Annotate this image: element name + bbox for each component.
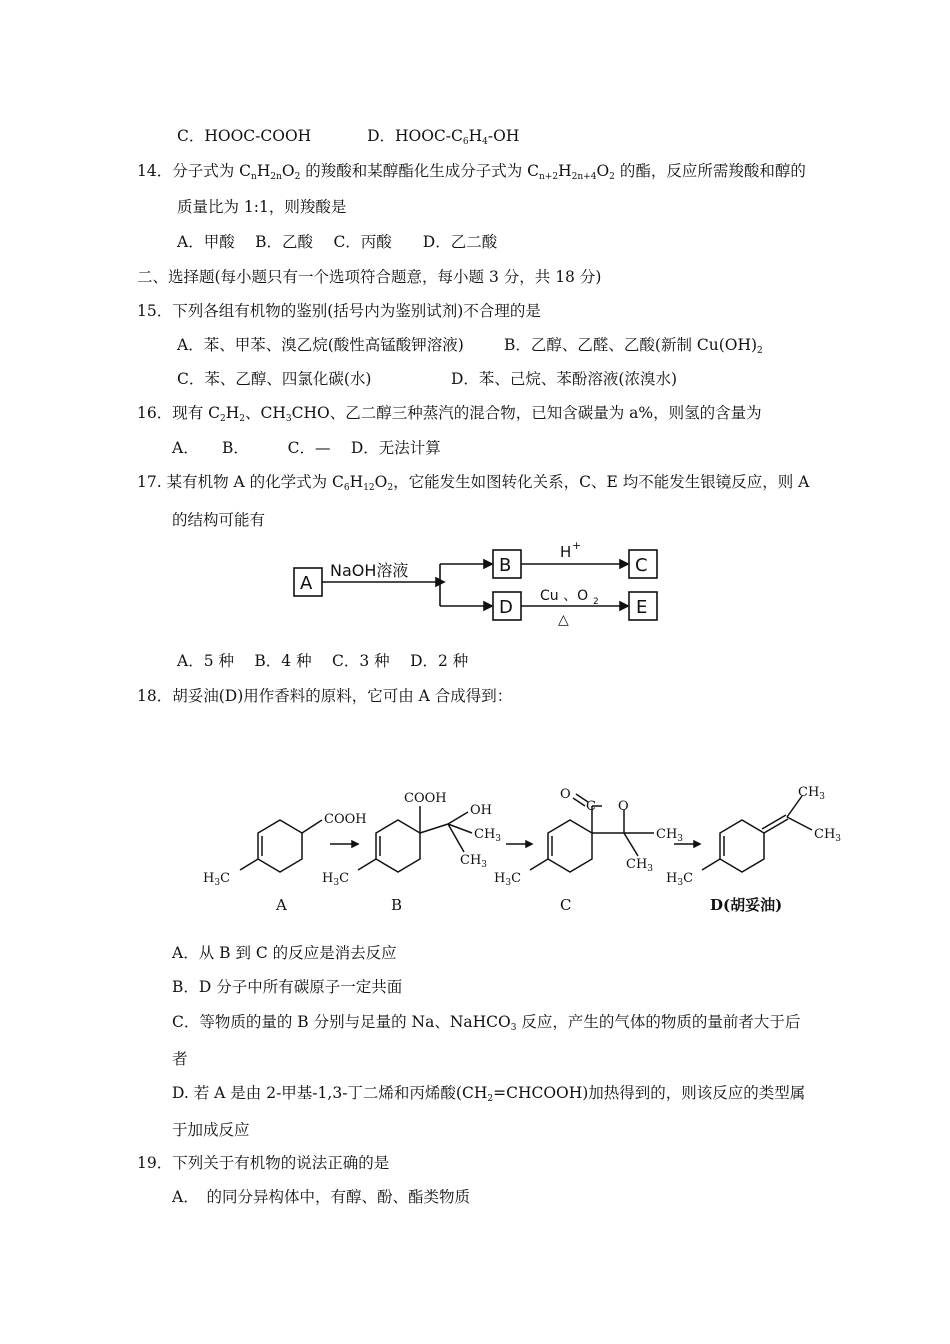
b-h3c: $H_3C$ xyxy=(322,871,350,888)
q14-stem-line2: 质量比为 1:1，则羧酸是 xyxy=(177,198,347,216)
q14-stem: 14．分子式为 $C_nH_{2n}O_2$ 的羧酸和某醇酯化生成分子式为 $C_{n+2}H_{2n+4}O_2$ 的酯，反应所需羧酸和醇的 xyxy=(137,162,806,182)
a-cooh: COOH xyxy=(324,812,367,827)
q18-synthesis-scheme xyxy=(198,778,848,918)
q18-option-a: A．从 B 到 C 的反应是消去反应 xyxy=(172,944,397,962)
c-ch3-1: $CH_3$ xyxy=(656,827,684,844)
q15-option-d: D．苯、己烷、苯酚溶液(浓溴水) xyxy=(451,370,678,388)
q15-stem: 15．下列各组有机物的鉴别(括号内为鉴别试剂)不合理的是 xyxy=(137,302,541,320)
q18-option-d: D. 若 A 是由 2-甲基-1,3-丁二烯和丙烯酸$(CH_2=CHCOOH)$加热得到的，则该反应的类型属 xyxy=(172,1084,806,1104)
q17-options: A．5 种 B．4 种 C．3 种 D．2 种 xyxy=(177,652,469,670)
q18-option-c: C．等物质的量的 B 分别与足量的 Na、NaHCO$_3$ 反应，产生的气体的物质的量前者大于后 xyxy=(172,1013,801,1033)
b-oh: OH xyxy=(470,803,492,818)
b-ch3-2: $CH_3$ xyxy=(460,853,488,870)
q15-option-b: B．乙醇、乙醛、乙酸(新制 $Cu(OH)_2$ xyxy=(504,336,763,356)
b-ch3-1: $CH_3$ xyxy=(474,827,502,844)
label-a: A xyxy=(300,573,313,594)
q17-reaction-diagram xyxy=(288,538,668,630)
q16-options: A． B． C．— D．无法计算 xyxy=(172,439,441,457)
label-naoh: NaOH溶液 xyxy=(330,561,409,580)
q15-option-a: A．苯、甲苯、溴乙烷(酸性高锰酸钾溶液) xyxy=(177,336,464,354)
d-h3c: $H_3C$ xyxy=(666,871,694,888)
q18-stem: 18．胡妥油(D)用作香料的原料，它可由 A 合成得到： xyxy=(137,687,513,705)
q14-options: A．甲酸 B．乙酸 C．丙酸 D．乙二酸 xyxy=(177,233,498,251)
q17-stem: 17. 某有机物 A 的化学式为 $C_6H_{12}O_2$，它能发生如图转化关系，C、E 均不能发生银镜反应，则 A xyxy=(137,473,810,493)
q19-option-a: A． 的同分异构体中，有醇、酚、酯类物质 xyxy=(172,1188,470,1206)
b-cooh: COOH xyxy=(404,791,447,806)
section-heading: 二、选择题(每小题只有一个选项符合题意，每小题 3 分，共 18 分) xyxy=(137,268,602,286)
q13-option-c: C．HOOC-COOH xyxy=(177,127,312,145)
c-ring-o: O xyxy=(618,799,629,814)
c-ch3-2: $CH_3$ xyxy=(626,857,654,874)
q13-options xyxy=(177,126,519,146)
q17-stem-line2: 的结构可能有 xyxy=(172,511,266,529)
q13-option-d: D．HOOC-$C_6H_4-OH$ xyxy=(367,127,520,147)
label-d: D xyxy=(499,597,513,618)
d-ch3-2: $CH_3$ xyxy=(814,827,842,844)
q15-option-c: C．苯、乙醇、四氯化碳(水) xyxy=(177,370,372,388)
d-ch3-1: $CH_3$ xyxy=(798,785,826,802)
label-cu-o2: Cu 、O xyxy=(540,588,589,604)
label-plus: + xyxy=(572,539,582,552)
q18-option-c-line2: 者 xyxy=(172,1050,188,1068)
q16-stem: 16．现有 $C_2H_2$、$CH_3CHO$、乙二醇三种蒸汽的混合物，已知含碳量为 a%，则氢的含量为 xyxy=(137,404,762,424)
label-c: C xyxy=(560,896,572,914)
label-c: C xyxy=(635,555,648,576)
label-d: D(胡妥油) xyxy=(710,896,783,914)
q18-option-b: B．D 分子中所有碳原子一定共面 xyxy=(172,978,403,996)
q18-option-d-line2: 于加成反应 xyxy=(172,1121,250,1139)
label-a: A xyxy=(276,896,287,914)
label-delta: △ xyxy=(558,612,569,628)
c-h3c: $H_3C$ xyxy=(494,871,522,888)
c-carbonyl-c: C xyxy=(586,799,596,814)
label-e: E xyxy=(636,597,648,618)
q19-stem: 19．下列关于有机物的说法正确的是 xyxy=(137,1154,390,1172)
label-hplus: H xyxy=(560,543,572,561)
c-carbonyl-o: O xyxy=(560,787,571,802)
label-b: B xyxy=(391,896,403,914)
label-o2-sub: 2 xyxy=(593,597,599,607)
label-b: B xyxy=(499,555,512,576)
a-h3c: $H_3C$ xyxy=(203,871,231,888)
